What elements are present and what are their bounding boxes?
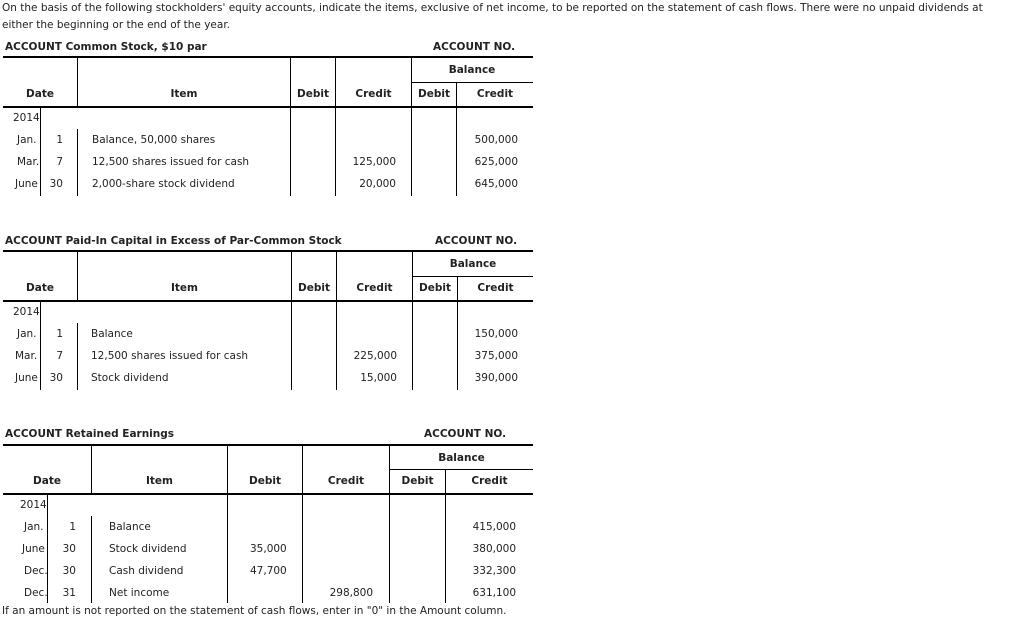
- balance-debit-header: Debit: [401, 475, 434, 487]
- credit-cell: 298,800: [329, 587, 373, 599]
- day-cell: 1: [56, 328, 63, 340]
- month-cell: June: [15, 372, 38, 384]
- debit-cell: 35,000: [250, 543, 287, 555]
- item-cell: Balance: [91, 328, 133, 340]
- balance-credit-cell: 390,000: [474, 372, 518, 384]
- account-no-label: ACCOUNT NO.: [424, 428, 507, 440]
- balance-credit-cell: 150,000: [474, 328, 518, 340]
- day-cell: 7: [56, 350, 63, 362]
- month-cell: Dec.: [24, 587, 48, 599]
- date-header: Date: [33, 475, 61, 487]
- item-cell: 2,000-share stock dividend: [92, 178, 235, 190]
- account-title: ACCOUNT Common Stock, $10 par: [5, 41, 207, 53]
- credit-cell: 125,000: [352, 156, 396, 168]
- balance-credit-cell: 500,000: [474, 134, 518, 146]
- credit-cell: 20,000: [359, 178, 396, 190]
- account-title: ACCOUNT Retained Earnings: [5, 428, 175, 440]
- debit-header: Debit: [297, 88, 329, 100]
- day-cell: 31: [62, 587, 76, 599]
- balance-credit-cell: 415,000: [472, 521, 516, 533]
- item-header: Item: [171, 282, 198, 294]
- date-header: Date: [26, 282, 54, 294]
- year-label: 2014: [13, 112, 40, 124]
- credit-header: Credit: [355, 88, 392, 100]
- day-cell: 30: [62, 565, 76, 577]
- account-no-label: ACCOUNT NO.: [435, 235, 518, 247]
- balance-credit-cell: 380,000: [472, 543, 516, 555]
- month-cell: June: [22, 543, 45, 555]
- balance-header: Balance: [449, 258, 497, 270]
- item-cell: Balance: [109, 521, 151, 533]
- debit-header: Debit: [298, 282, 330, 294]
- item-cell: 12,500 shares issued for cash: [92, 156, 250, 168]
- credit-header: Credit: [327, 475, 365, 487]
- account-title: ACCOUNT Paid-In Capital in Excess of Par-Common Stock: [5, 235, 342, 247]
- day-cell: 30: [62, 543, 76, 555]
- credit-cell: 225,000: [353, 350, 397, 362]
- instructions-text: On the basis of the following stockholders' equity accounts, indicate the items, exclusive of net income, to be reported on the statement of cash flows. There were no unpaid dividends at either the beginning or the end of the year.: [2, 2, 983, 31]
- credit-header: Credit: [356, 282, 393, 294]
- month-cell: June: [15, 178, 38, 190]
- item-cell: Stock dividend: [109, 543, 187, 555]
- item-cell: Balance, 50,000 shares: [92, 134, 216, 146]
- item-header: Item: [146, 475, 173, 487]
- balance-credit-header: Credit: [477, 282, 514, 294]
- day-cell: 7: [56, 156, 63, 168]
- balance-credit-cell: 631,100: [472, 587, 516, 599]
- date-header: Date: [26, 88, 54, 100]
- month-cell: Mar.: [17, 156, 40, 168]
- balance-credit-header: Credit: [476, 88, 514, 100]
- balance-credit-cell: 332,300: [472, 565, 516, 577]
- item-cell: 12,500 shares issued for cash: [91, 350, 249, 362]
- month-cell: Dec.: [24, 565, 48, 577]
- day-cell: 30: [49, 178, 63, 190]
- day-cell: 1: [69, 521, 76, 533]
- item-cell: Stock dividend: [91, 372, 169, 384]
- year-label: 2014: [20, 499, 47, 511]
- month-cell: Mar.: [15, 350, 38, 362]
- credit-cell: 15,000: [360, 372, 397, 384]
- balance-credit-header: Credit: [471, 475, 508, 487]
- day-cell: 30: [49, 372, 63, 384]
- item-cell: Net income: [109, 587, 170, 599]
- month-cell: Jan.: [24, 521, 44, 533]
- month-cell: Jan.: [17, 328, 37, 340]
- balance-header: Balance: [448, 64, 496, 76]
- balance-debit-header: Debit: [419, 282, 451, 294]
- year-label: 2014: [13, 306, 40, 318]
- month-cell: Jan.: [17, 134, 37, 146]
- balance-credit-cell: 375,000: [474, 350, 518, 362]
- item-cell: Cash dividend: [109, 565, 184, 577]
- account-no-label: ACCOUNT NO.: [433, 41, 516, 53]
- debit-header: Debit: [249, 475, 281, 487]
- debit-cell: 47,700: [250, 565, 287, 577]
- balance-debit-header: Debit: [418, 88, 450, 100]
- day-cell: 1: [56, 134, 63, 146]
- balance-credit-cell: 645,000: [474, 178, 518, 190]
- item-header: Item: [170, 88, 198, 100]
- footer-instruction: If an amount is not reported on the statement of cash flows, enter in "0" in the Amount column.: [2, 605, 507, 617]
- balance-credit-cell: 625,000: [474, 156, 518, 168]
- balance-header: Balance: [438, 452, 485, 464]
